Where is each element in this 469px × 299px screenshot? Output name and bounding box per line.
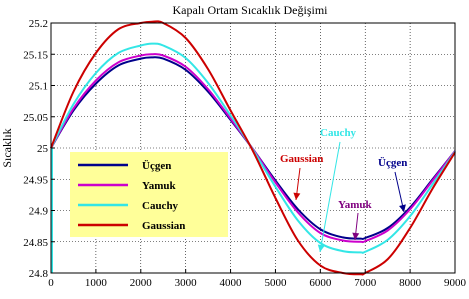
x-tick-label: 5000 xyxy=(264,277,287,289)
x-tick-label: 7000 xyxy=(354,277,377,289)
x-tick-label: 3000 xyxy=(174,277,197,289)
legend xyxy=(70,152,228,237)
y-tick-label: 25.05 xyxy=(23,111,48,124)
y-tick-label: 24.9 xyxy=(28,205,48,218)
x-tick-label: 2000 xyxy=(129,277,152,289)
x-tick-label: 9000 xyxy=(444,277,466,289)
y-tick-label: 25.1 xyxy=(28,80,48,93)
annotation-label: Yamuk xyxy=(338,199,372,211)
annotation-label: Gaussian xyxy=(280,153,324,165)
x-tick-label: 6000 xyxy=(309,277,332,289)
y-tick-label: 25.15 xyxy=(23,49,48,62)
y-tick-label: 25.2 xyxy=(28,18,48,30)
legend-label: Gaussian xyxy=(142,220,186,232)
x-tick-label: 8000 xyxy=(399,277,422,289)
x-tick-label: 1000 xyxy=(84,277,107,289)
legend-label: Üçgen xyxy=(142,160,172,172)
y-tick-label: 25 xyxy=(37,143,48,155)
y-tick-label: 24.85 xyxy=(23,236,48,249)
y-tick-label: 24.95 xyxy=(23,174,48,187)
chart-title: Kapalı Ortam Sıcaklık Değişimi xyxy=(172,3,328,17)
x-tick-label: 4000 xyxy=(219,277,242,289)
y-tick-label: 24.8 xyxy=(28,268,48,280)
annotation-label: Cauchy xyxy=(320,127,357,139)
legend-label: Cauchy xyxy=(142,200,179,212)
legend-label: Yamuk xyxy=(142,180,176,192)
annotation-label: Üçgen xyxy=(378,157,408,169)
y-axis-label: Sıcaklık xyxy=(0,128,14,168)
x-tick-label: 0 xyxy=(48,277,54,289)
